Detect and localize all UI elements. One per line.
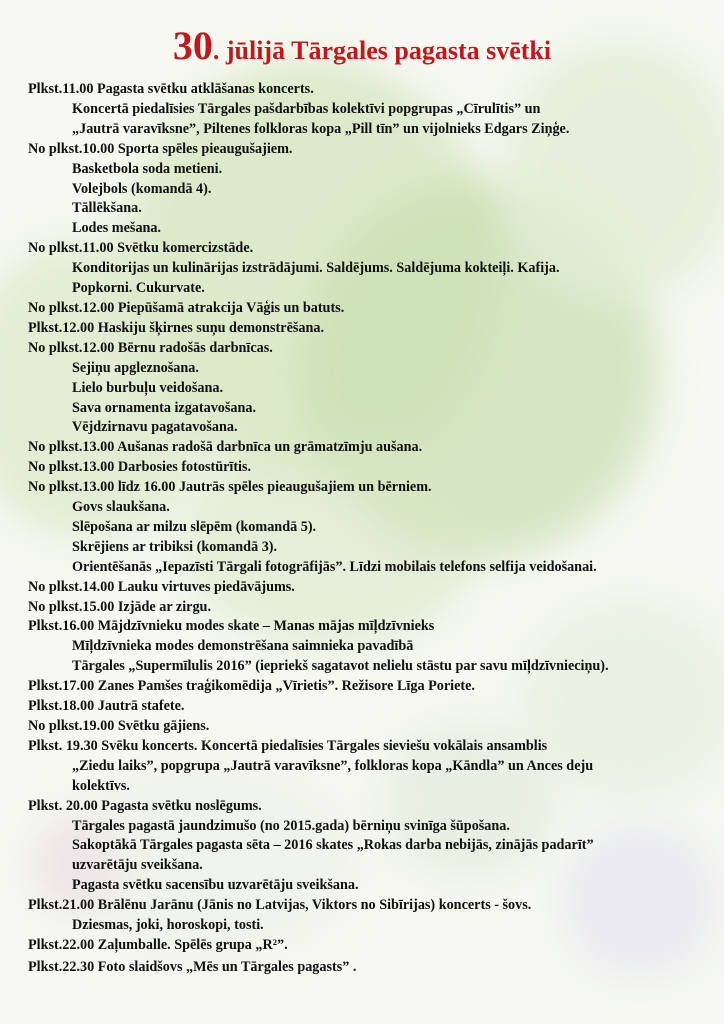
schedule-detail-line: Basketbola soda metieni. xyxy=(72,160,223,177)
schedule-event-line: No plkst.19.00 Svētku gājiens. xyxy=(28,718,210,734)
schedule-detail-line: Volejbols (komandā 4). xyxy=(72,180,212,197)
schedule-detail-line: Pagasta svētku sacensību uzvarētāju sveikšana. xyxy=(72,877,359,894)
schedule-detail-line: Mīļdzīvnieka modes demonstrēšana saimnieka pavadībā xyxy=(72,638,414,655)
schedule-event-line: Plkst.16.00 Mājdzīvnieku modes skate – Manas mājas mīļdzīvnieks xyxy=(28,618,435,635)
schedule-event-line: No plkst.13.00 Darbosies fotostūrītis. xyxy=(28,459,252,476)
schedule-event-line: No plkst.13.00 līdz 16.00 Jautrās spēles pieaugušajiem un bērniem. xyxy=(28,479,432,496)
schedule-detail-line: Konditorijas un kulinārijas izstrādājumi. Saldējums. Saldējuma kokteiļi. Kafija. xyxy=(72,260,560,277)
schedule-detail-line: uzvarētāju sveikšana. xyxy=(72,857,203,874)
schedule-event-line: Plkst.12.00 Haskiju šķirnes suņu demonstrēšana. xyxy=(28,319,325,336)
schedule-event-line: Plkst.22.00 Zaļumballe. Spēlēs grupa „R²”. xyxy=(28,936,288,953)
schedule-detail-line: Tārgales „Supermīlulis 2016” (iepriekš sagatavot nelielu stāstu par savu mīļdzīvnieciņu). xyxy=(72,658,609,675)
schedule-event-line: No plkst.14.00 Lauku virtuves piedāvājums. xyxy=(28,578,295,595)
schedule-detail-line: Sejiņu apgleznošana. xyxy=(72,359,199,376)
schedule-detail-line: Lodes mešana. xyxy=(72,220,162,237)
schedule-event-line: Plkst.21.00 Brālēnu Jarānu (Jānis no Latvijas, Viktors no Sibīrijas) koncerts - šovs. xyxy=(28,897,532,914)
schedule-event-line: No plkst.15.00 Izjāde ar zirgu. xyxy=(28,598,211,615)
schedule-detail-line: Tāllēkšana. xyxy=(72,200,142,217)
schedule-detail-line: „Jautrā varavīksne”, Piltenes folkloras kopa „Pill tīn” un vijolnieks Edgars Ziņģe. xyxy=(72,120,570,137)
schedule-detail-line: Popkorni. Cukurvate. xyxy=(72,280,205,297)
schedule-detail-line: Dziesmas, joki, horoskopi, tosti. xyxy=(72,917,264,934)
schedule-detail-line: „Ziedu laiks”, popgrupa „Jautrā varavīksne”, folkloras kopa „Kāndla” un Ances deju xyxy=(72,757,594,774)
schedule-event-line: Plkst.17.00 Zanes Pamšes traģikomēdija „Vīrietis”. Režisore Līga Poriete. xyxy=(28,678,475,695)
schedule-detail-line: Sakoptākā Tārgales pagasta sēta – 2016 skates „Rokas darba nebijās, zinājās padarīt” xyxy=(72,837,594,854)
schedule-event-line: Plkst. 20.00 Pagasta svētku noslēgums. xyxy=(28,797,262,814)
schedule-event-line: Plkst.22.30 Foto slaidšovs „Mēs un Tārgales pagasts” . xyxy=(28,958,357,975)
schedule-event-line: Plkst.18.00 Jautrā stafete. xyxy=(28,698,185,715)
schedule-detail-line: Slēpošana ar milzu slēpēm (komandā 5). xyxy=(72,518,317,535)
page-title xyxy=(0,22,724,69)
schedule-detail-line: Sava ornamenta izgatavošana. xyxy=(72,399,257,416)
schedule-event-line: No plkst.12.00 Piepūšamā atrakcija Vāģis un batuts. xyxy=(28,299,345,316)
schedule-detail-line: Tārgales pagastā jaundzimušo (no 2015.gada) bērniņu svinīga šūpošana. xyxy=(72,817,510,834)
schedule-event-line: No plkst.10.00 Sporta spēles pieaugušajiem. xyxy=(28,140,293,157)
schedule-detail-line: Orientēšanās „Iepazīsti Tārgali fotogrāfijās”. Līdzi mobilais telefons selfija veidošanai. xyxy=(72,558,597,575)
schedule-detail-line: Koncertā piedalīsies Tārgales pašdarbības kolektīvi popgrupas „Cīrulītis” un xyxy=(72,100,541,117)
schedule-detail-line: Govs slaukšana. xyxy=(72,499,170,516)
schedule-event-line: No plkst.11.00 Svētku komercizstāde. xyxy=(28,240,254,257)
schedule-detail-line: Vējdzirnavu pagatavošana. xyxy=(72,419,238,436)
schedule-event-line: Plkst. 19.30 Svēku koncerts. Koncertā piedalīsies Tārgales sieviešu vokālais ansamblis xyxy=(28,737,548,754)
title-text: . jūlijā Tārgales pagasta svētki xyxy=(212,36,552,65)
schedule-event-line: No plkst.12.00 Bērnu radošās darbnīcas. xyxy=(28,339,273,356)
title-number: 30 xyxy=(172,23,213,68)
schedule-detail-line: Lielo burbuļu veidošana. xyxy=(72,379,223,396)
schedule-event-line: Plkst.11.00 Pagasta svētku atklāšanas koncerts. xyxy=(28,81,314,97)
schedule-detail-line: kolektīvs. xyxy=(72,777,130,794)
schedule-detail-line: Skrējiens ar tribiksi (komandā 3). xyxy=(72,538,278,555)
event-schedule xyxy=(28,80,718,978)
schedule-event-line: No plkst.13.00 Aušanas radošā darbnīca un grāmatzīmju aušana. xyxy=(28,439,423,456)
